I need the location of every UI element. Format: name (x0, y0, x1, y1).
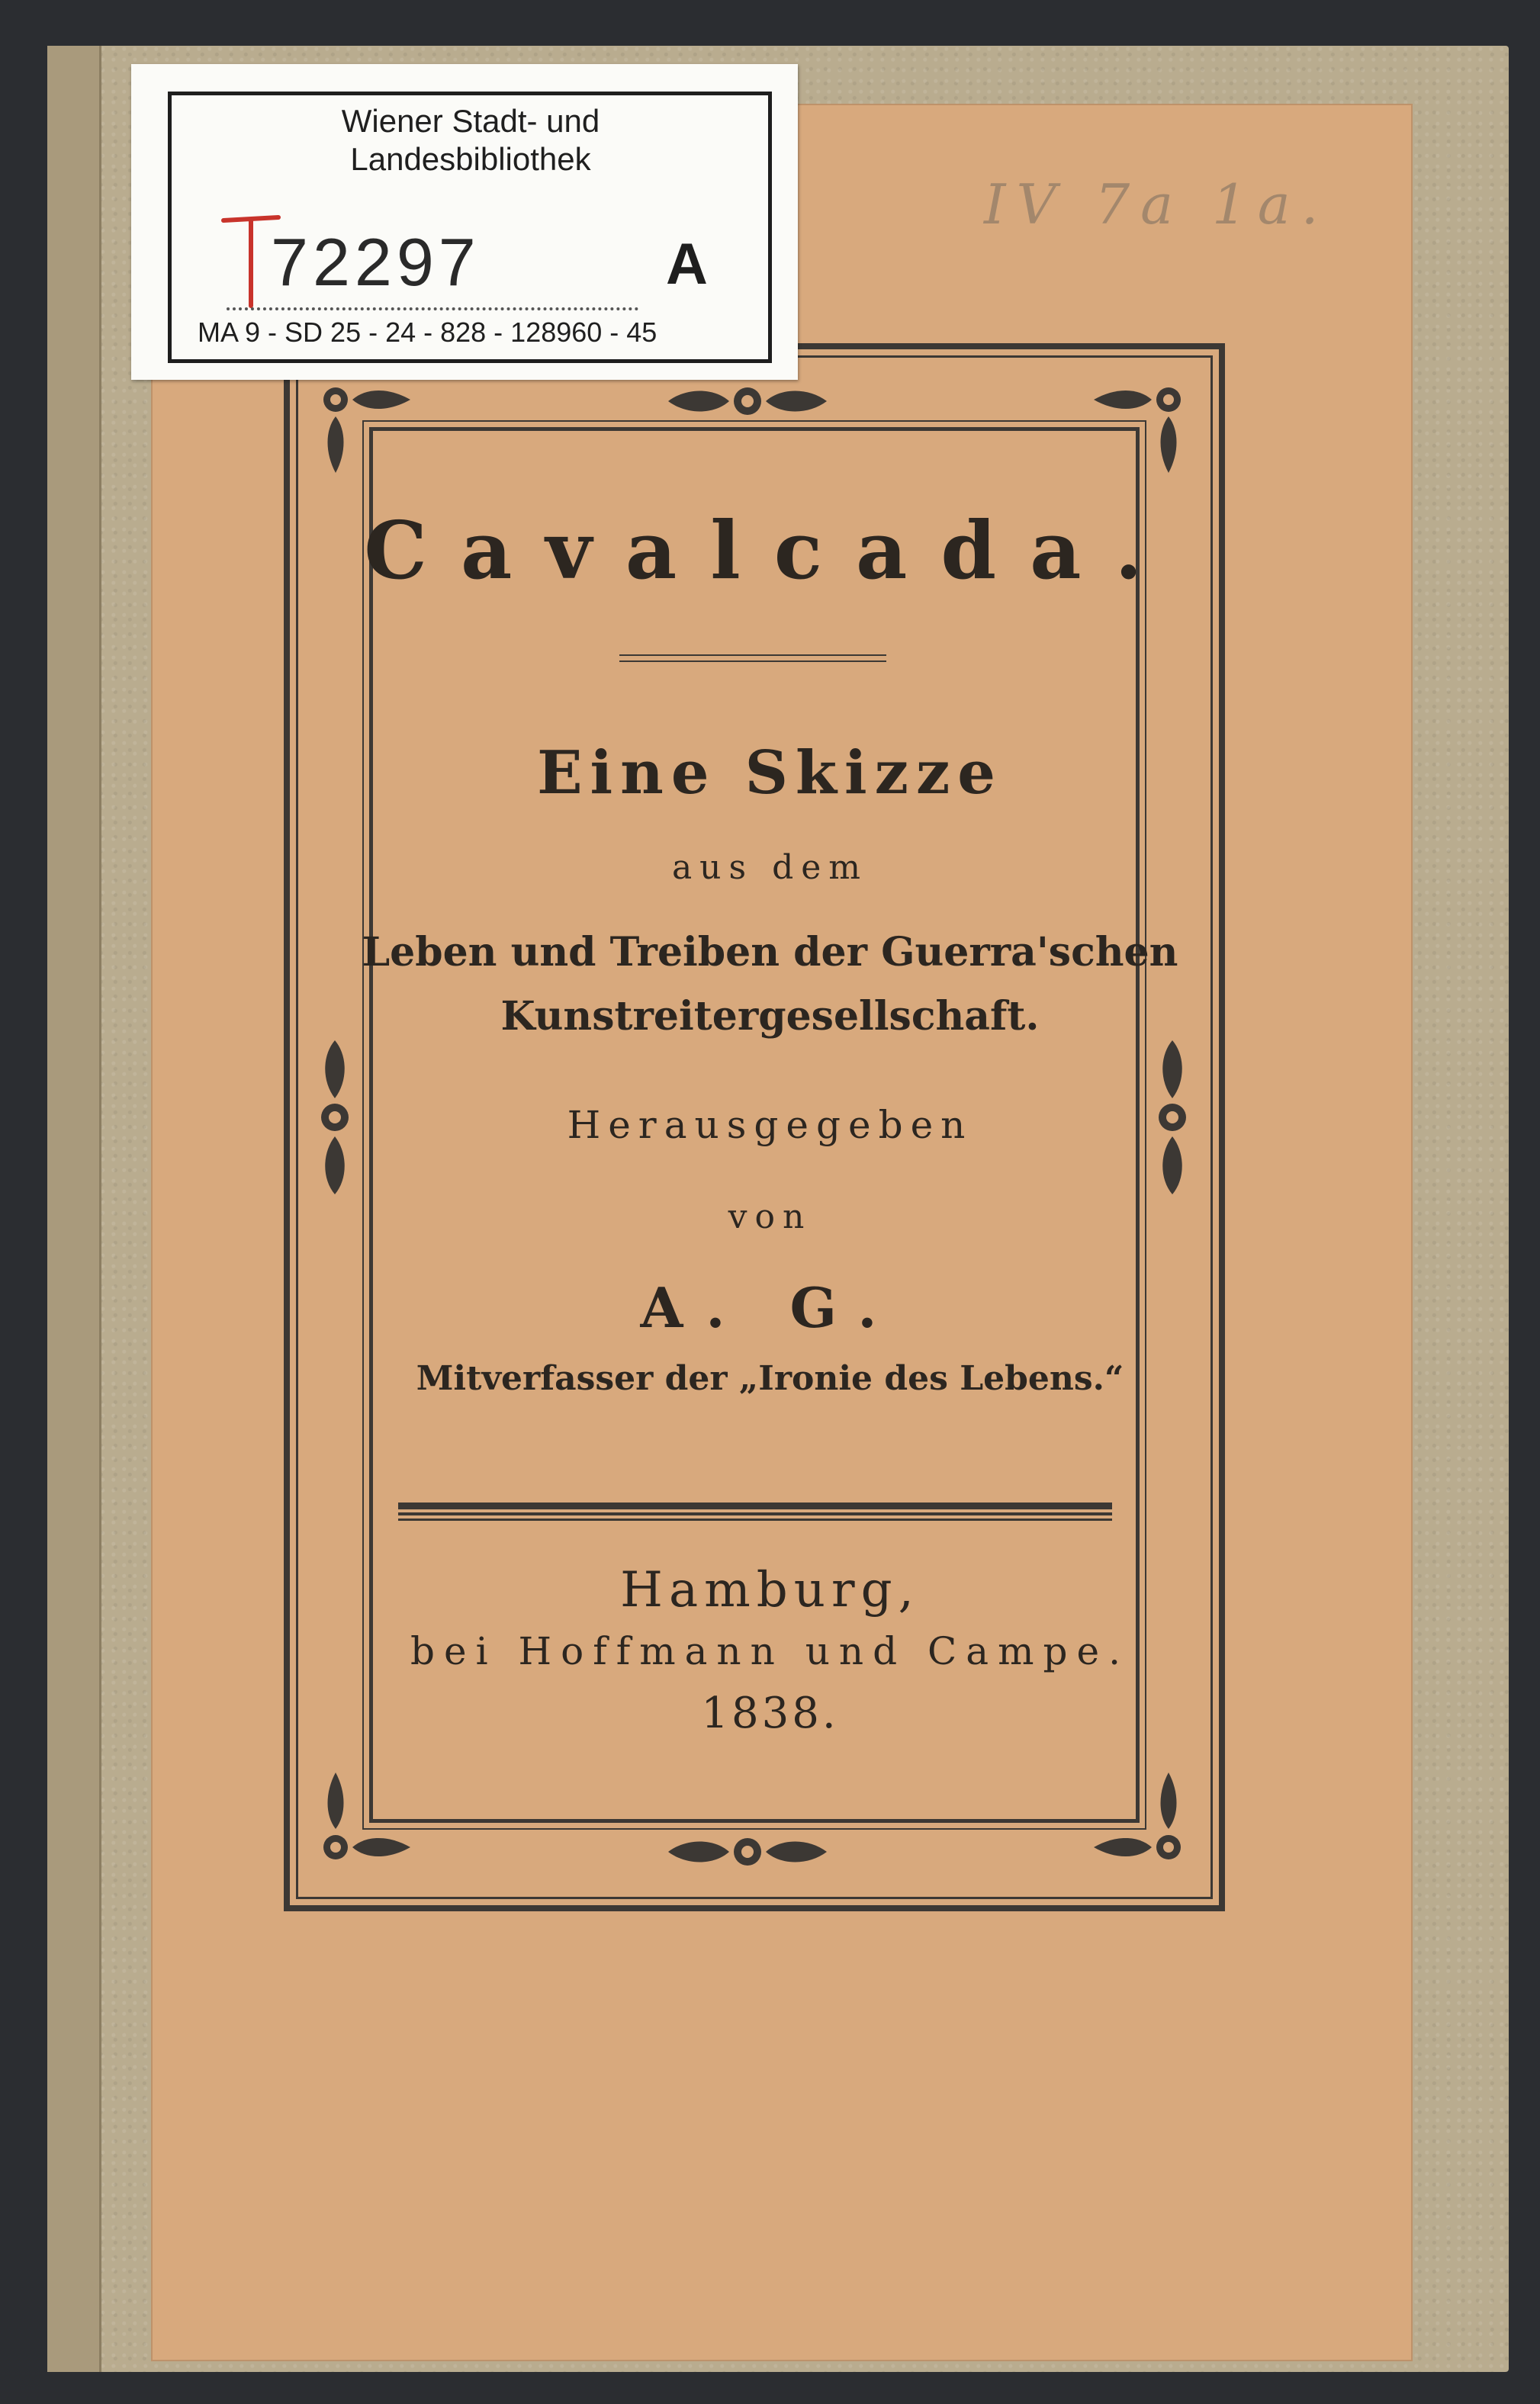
book-subtitle: Eine Skizze (537, 738, 1003, 808)
library-name-line-2: Landesbibliothek (350, 141, 591, 177)
call-number: 72297 (271, 224, 481, 300)
title-rule (619, 654, 886, 662)
library-label (131, 64, 798, 380)
shelf-mark: MA 9 - SD 25 - 24 - 828 - 128960 - 45 (198, 317, 657, 348)
author-initials: A. G. (640, 1275, 900, 1340)
book-title: Cavalcada. (364, 503, 1176, 597)
ornament-top-right-icon (1085, 374, 1199, 480)
description-line-2: Kunstreitergesellschaft. (500, 993, 1040, 1040)
imprint-city: Hamburg, (620, 1562, 920, 1618)
imprint-year: 1838. (701, 1689, 839, 1738)
ornament-top-left-icon (305, 374, 420, 480)
by-label: von (728, 1197, 812, 1236)
dotted-line (227, 307, 638, 310)
ornament-bottom-right-icon (1085, 1766, 1199, 1873)
ornament-bottom-center-icon (664, 1830, 831, 1873)
ornament-bottom-left-icon (305, 1766, 420, 1873)
coauthor-note: Mitverfasser der „Ironie des Lebens.“ (416, 1359, 1124, 1398)
imprint-rule (398, 1502, 1112, 1525)
call-number-suffix: A (666, 232, 708, 297)
library-label-box (168, 92, 772, 363)
handwritten-shelf-mark: IV 7a 1a. (984, 172, 1329, 236)
ornament-top-center-icon (664, 380, 831, 423)
description-line-1: Leben und Treiben der Guerra'schen (362, 929, 1178, 975)
imprint-publisher: bei Hoffmann und Campe. (410, 1629, 1130, 1673)
subtitle-connector: aus dem (671, 848, 869, 887)
library-name-line-1: Wiener Stadt- und (341, 103, 600, 139)
edited-label: Herausgegeben (567, 1103, 973, 1147)
